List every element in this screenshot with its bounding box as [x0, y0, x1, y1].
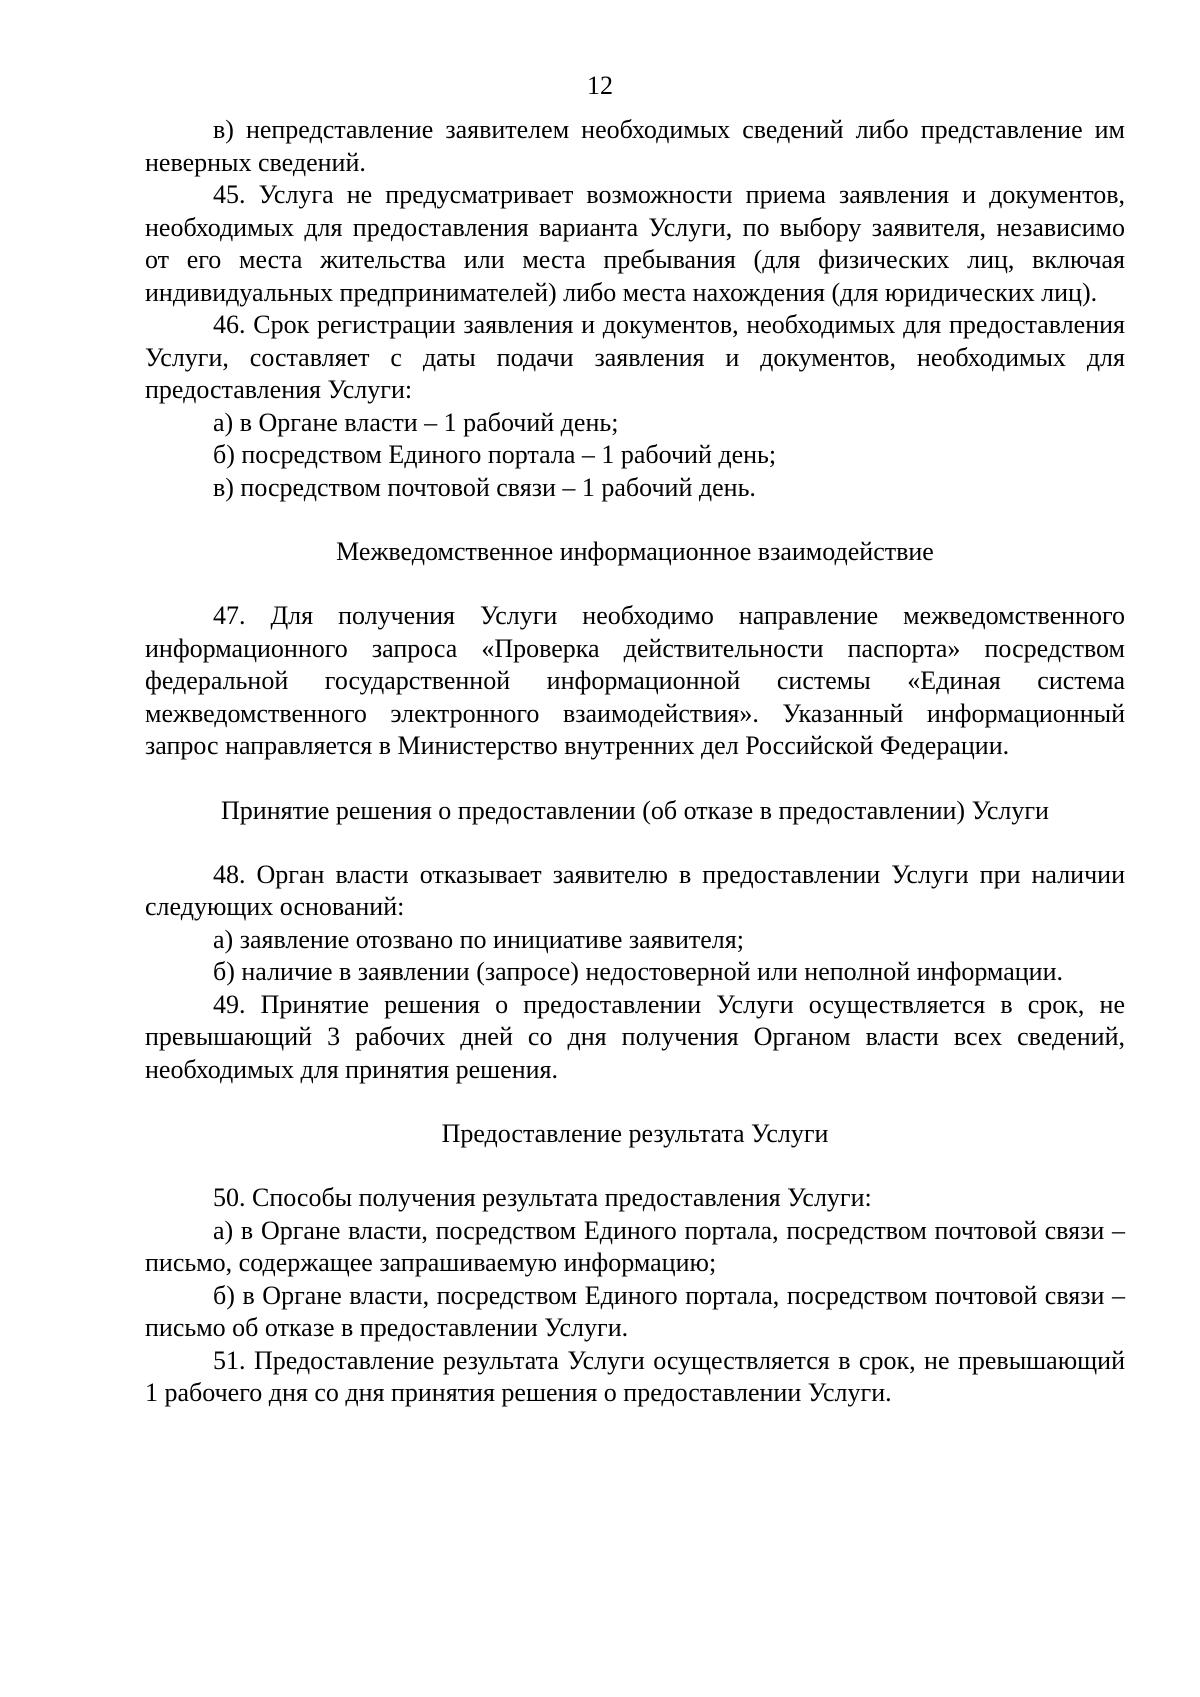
section-heading-decision: Принятие решения о предоставлении (об отказе в предоставлении) Услуги [221, 795, 1049, 825]
document-body [145, 114, 1125, 1410]
paragraph-47: 47. Для получения Услуги необходимо направление межведомственного информационного запроса «Проверка действительности паспорта» посредством федеральной государственной информационной системы «Единая система межведомственного электронного взаимодействия». Указанный информационный запрос направляется в Министерство внутренних дел Российской Федерации. [145, 601, 1125, 760]
paragraph-50-a: а) в Органе власти, посредством Единого портала, посредством почтовой связи – письмо, содержащее запрашиваемую информацию; [145, 1215, 1125, 1277]
spacer [145, 1150, 1125, 1182]
section-heading-result: Предоставление результата Услуги [441, 1119, 829, 1148]
paragraph-item-v: в) непредставление заявителем необходимых сведений либо представление им неверных сведений. [145, 115, 1125, 177]
section-heading-interagency: Межведомственное информационное взаимодействие [336, 537, 934, 566]
spacer [145, 763, 1125, 795]
paragraph-50-b: б) в Органе власти, посредством Единого портала, посредством почтовой связи – письмо об отказе в предоставлении Услуги. [145, 1280, 1125, 1342]
paragraph-49: 49. Принятие решения о предоставлении Услуги осуществляется в срок, не превышающий 3 рабочих дней со дня получения Органом власти всех сведений, необходимых для принятия решения. [145, 989, 1125, 1084]
paragraph-46-v: в) посредством почтовой связи – 1 рабочий день. [213, 472, 756, 502]
paragraph-46: 46. Срок регистрации заявления и документов, необходимых для предоставления Услуги, составляет с даты подачи заявления и документов, необходимых для предоставления Услуги: [145, 310, 1125, 404]
paragraph-45: 45. Услуга не предусматривает возможности приема заявления и документов, необходимых для предоставления варианта Услуги, по выбору заявителя, независимо от его места жительства или места пребывания (для физических лиц, включая индивидуальных предпринимателей) либо места нахождения (для юридических лиц). [145, 180, 1125, 307]
paragraph-51: 51. Предоставление результата Услуги осуществляется в срок, не превышающий 1 рабочего дня со дня принятия решения о предоставлении Услуги. [145, 1345, 1125, 1407]
paragraph-48-a: а) заявление отозвано по инициативе заявителя; [213, 924, 744, 954]
paragraph-46-b: б) посредством Единого портала – 1 рабочий день; [213, 440, 777, 469]
paragraph-48-b: б) наличие в заявлении (запросе) недостоверной или неполной информации. [213, 957, 1063, 986]
paragraph-46-a: а) в Органе власти – 1 рабочий день; [213, 407, 619, 437]
spacer [145, 1086, 1125, 1118]
spacer [145, 568, 1125, 600]
paragraph-50: 50. Способы получения результата предоставления Услуги: [213, 1183, 872, 1212]
paragraph-48: 48. Орган власти отказывает заявителю в предоставлении Услуги при наличии следующих оснований: [145, 859, 1125, 921]
spacer [145, 827, 1125, 859]
page-number: 12 [587, 71, 613, 100]
spacer [145, 504, 1125, 536]
